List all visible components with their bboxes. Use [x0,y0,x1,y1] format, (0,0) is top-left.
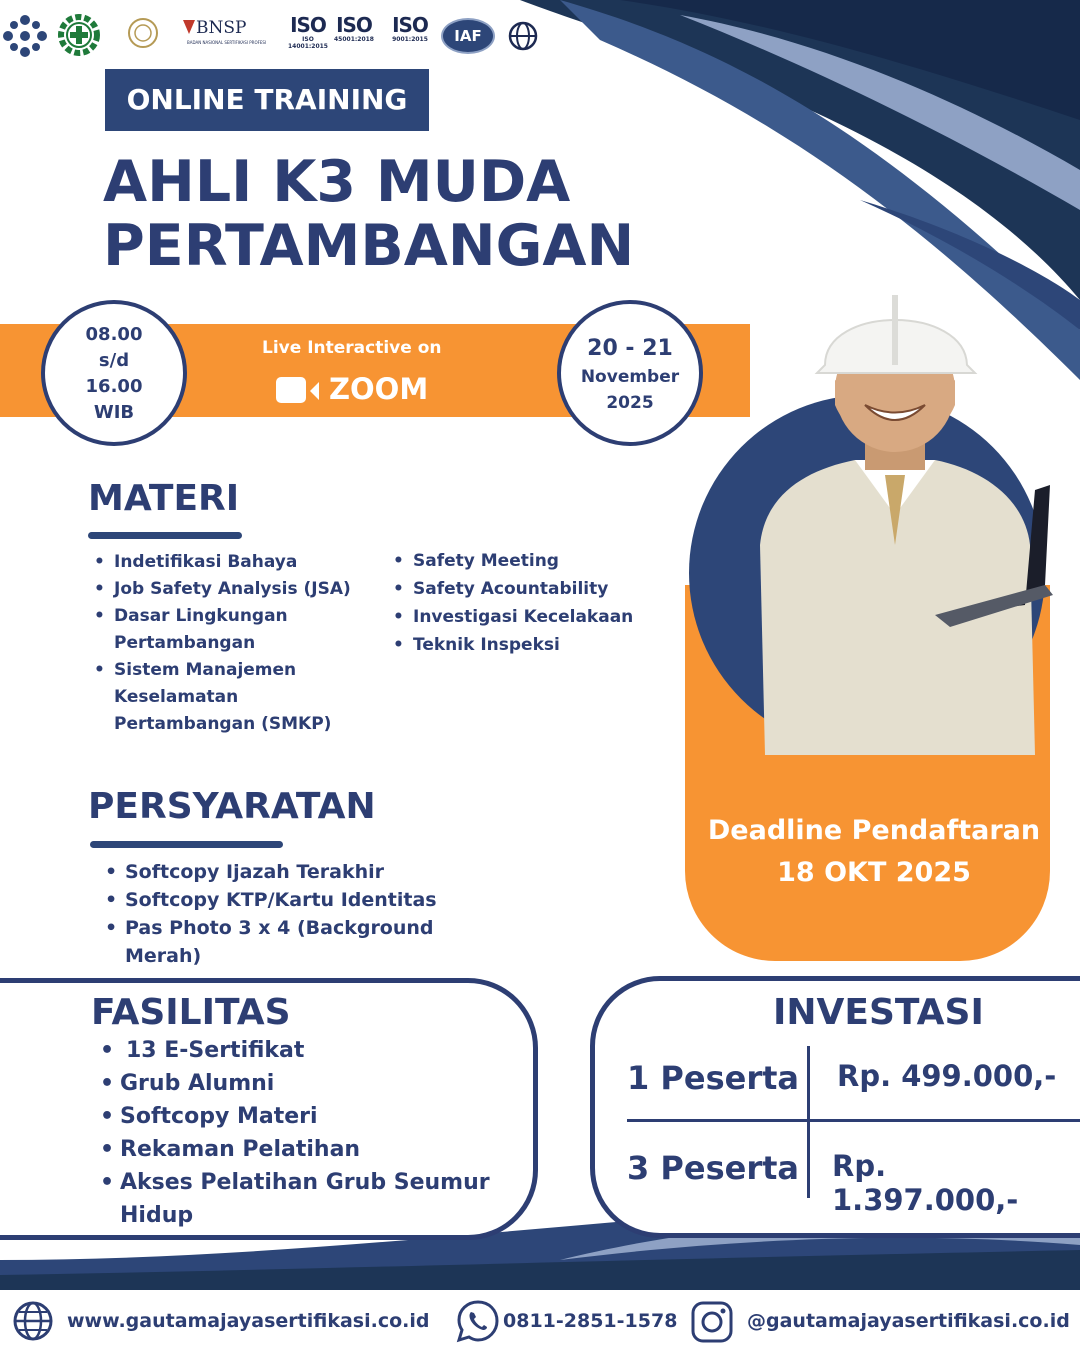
list-item: • Dasar Lingkungan Pertambangan [90,603,380,657]
persyaratan-underline [90,841,283,848]
investasi-price-2: Rp. 1.397.000,- [832,1149,1019,1217]
fasilitas-heading: FASILITAS [91,992,291,1033]
lsp-seal-logo-icon [126,16,160,50]
website-link[interactable]: www.gautamajayasertifikasi.co.id [67,1310,430,1332]
list-item: • Teknik Inspeksi [389,631,639,659]
partner-logos [0,6,600,56]
video-camera-icon [276,377,306,403]
online-training-badge: ONLINE TRAINING [105,69,429,131]
investasi-heading: INVESTASI [773,992,984,1033]
page-title: AHLI K3 MUDA PERTAMBANGAN [103,149,635,279]
list-item: • Safety Acountability [389,575,639,603]
materi-list-right [389,547,639,659]
materi-heading: MATERI [88,478,240,519]
bnsp-logo-text: BNSP [196,18,247,38]
list-item: • Softcopy Materi [96,1100,516,1133]
live-interactive-label: Live Interactive on [262,338,442,358]
list-item: • Sistem Manajemen Keselamatan Pertambangan (SMKP) [90,657,380,738]
list-item: • Grub Alumni [96,1067,516,1100]
list-item: • Safety Meeting [389,547,639,575]
investasi-price-1: Rp. 499.000,- [837,1059,1057,1093]
bnsp-emblem-icon [183,20,195,34]
iso-14001-badge: ISO ISO 14001:2015 [288,13,328,50]
whatsapp-icon [455,1298,501,1344]
worker-illustration-icon [735,285,1055,755]
materi-list-left [90,549,380,738]
bnsp-logo-subtitle: BADAN NASIONAL SERTIFIKASI PROFESI [187,40,267,45]
list-item: • Akses Pelatihan Grub Seumur Hidup [96,1166,516,1232]
list-item: • 13 E-Sertifikat [96,1034,516,1067]
kemnaker-logo-icon [2,14,48,58]
globe-icon [12,1300,54,1342]
date-circle: 20 - 21 November 2025 [557,300,703,446]
list-item: • Softcopy KTP/Kartu Identitas [101,886,461,914]
iso-9001-badge: ISO 9001:2015 [392,13,428,43]
persyaratan-heading: PERSYARATAN [88,786,376,827]
iso-45001-badge: ISO 45001:2018 [334,13,374,43]
phone-link[interactable]: 0811-2851-1578 [503,1310,678,1332]
list-item: • Softcopy Ijazah Terakhir [101,858,461,886]
iaf-logo: IAF [441,18,495,54]
globe-icon [508,20,538,52]
k3-gear-logo-icon [58,14,100,56]
deadline-date: 18 OKT 2025 [777,857,971,888]
investasi-divider-horizontal [627,1119,1080,1122]
list-item: • Pas Photo 3 x 4 (Background Merah) [101,914,461,970]
list-item: • Job Safety Analysis (JSA) [90,576,380,603]
materi-underline [88,532,242,539]
deadline-text [690,810,1058,894]
deadline-label: Deadline Pendaftaran [707,815,1041,846]
fasilitas-list [96,1034,516,1232]
instagram-link[interactable]: @gautamajayasertifikasi.co.id [747,1310,1070,1332]
investasi-divider-vertical [807,1046,810,1198]
investasi-label-2: 3 Peserta [627,1149,799,1187]
list-item: • Rekaman Pelatihan [96,1133,516,1166]
list-item: • Investigasi Kecelakaan [389,603,639,631]
persyaratan-list [101,858,461,970]
investasi-label-1: 1 Peserta [627,1059,799,1097]
instagram-icon [690,1300,734,1344]
list-item: • Indetifikasi Bahaya [90,549,380,576]
uaf-logo: UAF [508,18,580,54]
zoom-platform: ZOOM [276,372,428,406]
time-circle: 08.00 s/d 16.00 WIB [41,300,187,446]
